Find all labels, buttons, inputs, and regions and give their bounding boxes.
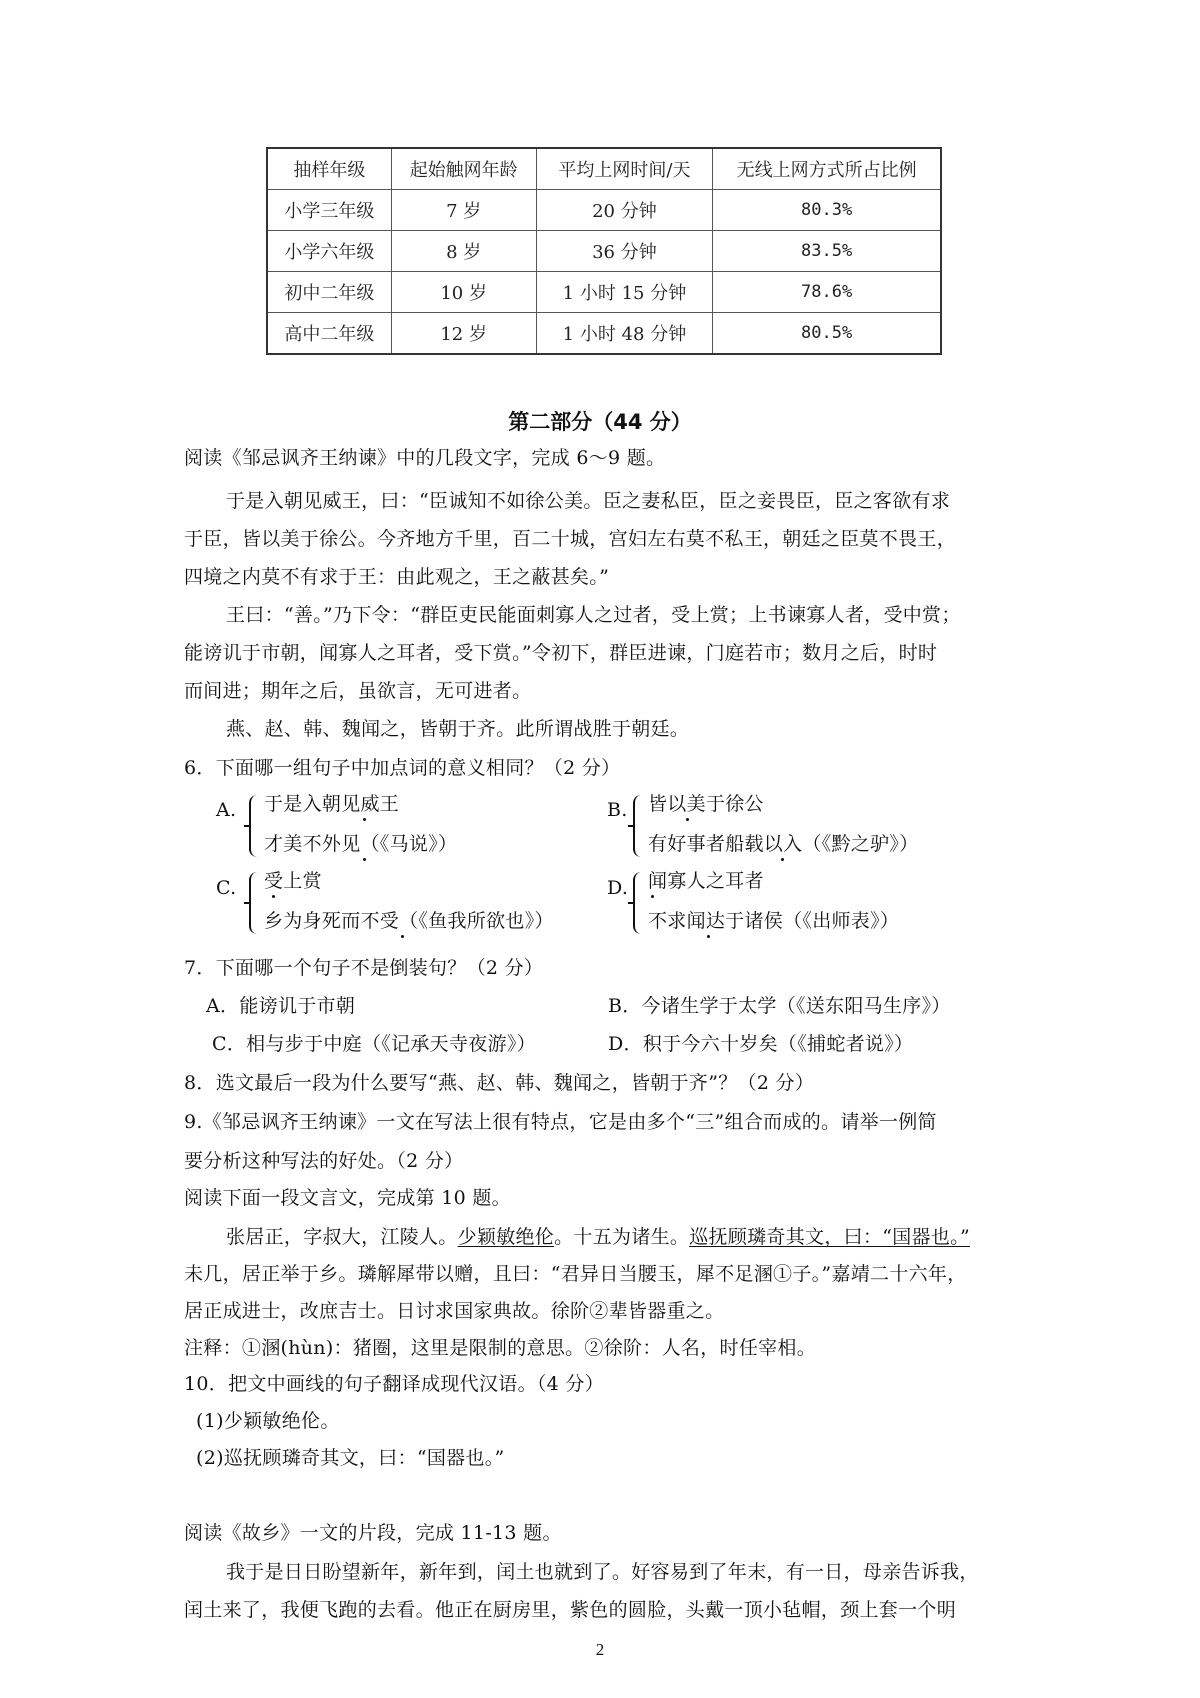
header-cell: 无线上网方式所占比例: [713, 148, 941, 190]
q6-option-line: 乡为身死而不受（《鱼我所欲也》）: [264, 910, 554, 932]
q6-option-label: D.: [607, 877, 629, 899]
table-cell: 高中二年级: [267, 313, 391, 355]
q6-option-line: 不求闻达于诸侯（《出师表》）: [648, 910, 900, 932]
table-cell: 83.5%: [713, 231, 941, 272]
q6-option-line: 于是入朝见威王: [264, 793, 400, 815]
passage-line: 于是入朝见威王，曰：“臣诚知不如徐公美。臣之妻私臣，臣之妾畏臣，臣之客欲有求: [226, 490, 951, 512]
q6-option-line: 受上赏: [264, 870, 322, 892]
table-row: [267, 231, 941, 272]
q7-option: D．积于今六十岁矣（《捕蛇者说》）: [608, 1033, 914, 1055]
table-cell: 7 岁: [391, 190, 536, 231]
question-8: 8．选文最后一段为什么要写“燕、赵、韩、魏闻之，皆朝于齐”？（2 分）: [184, 1072, 815, 1094]
q6-option-label: A.: [216, 799, 237, 821]
question-7-stem: 7．下面哪一个句子不是倒装句？（2 分）: [184, 957, 544, 979]
table-cell: 小学六年级: [267, 231, 391, 272]
table-cell: 80.3%: [713, 190, 941, 231]
underlined-sentence: 少颖敏绝伦: [457, 1226, 555, 1248]
q6-option-label: B.: [607, 799, 628, 821]
table-cell: 80.5%: [713, 313, 941, 355]
brace: [633, 872, 643, 934]
brace: [249, 872, 259, 934]
q7-option: C．相与步于中庭（《记承天寺夜游》）: [212, 1033, 536, 1055]
table-cell: 初中二年级: [267, 272, 391, 313]
page-number: 2: [595, 1640, 605, 1659]
header-cell: 抽样年级: [267, 148, 391, 190]
passage-line: 于臣，皆以美于徐公。今齐地方千里，百二十城，宫妇左右莫不私王，朝廷之臣莫不畏王，: [184, 528, 957, 550]
emphasis-dot: [363, 858, 366, 861]
table-cell: 12 岁: [391, 313, 536, 355]
table-row: [267, 313, 941, 355]
header-cell: 平均上网时间/天: [536, 148, 713, 190]
table-cell: 1 小时 15 分钟: [536, 272, 713, 313]
table-cell: 8 岁: [391, 231, 536, 272]
table-cell: 1 小时 48 分钟: [536, 313, 713, 355]
passage-text: 。十五为诸生。: [554, 1226, 690, 1248]
q6-option-line: 有好事者船载以入（《黔之驴》）: [648, 833, 919, 855]
question-9: 9.《邹忌讽齐王纳谏》一文在写法上很有特点，它是由多个“三”组合而成的。请举一例简: [184, 1111, 937, 1133]
passage-line: 我于是日日盼望新年，新年到，闰土也就到了。好容易到了年末，有一日，母亲告诉我，: [226, 1561, 979, 1583]
q10-sentence: (2)巡抚顾璘奇其文，曰：“国器也。”: [196, 1447, 505, 1469]
passage-line: 能谤讥于市朝，闻寡人之耳者，受下赏。”令初下，群臣进谏，门庭若市；数月之后，时时: [184, 642, 938, 664]
note: 注释：①溷(hùn)：猪圈，这里是限制的意思。②徐阶：人名，时任宰相。: [184, 1337, 817, 1359]
intro-text: 阅读《邹忌讽齐王纳谏》中的几段文字，完成 6～9 题。: [184, 447, 666, 469]
brace: [633, 795, 643, 857]
table-row: [267, 272, 941, 313]
emphasis-dot: [707, 935, 710, 938]
brace-tip: [244, 902, 250, 904]
emphasis-dot: [272, 895, 275, 898]
q10-sentence: (1)少颖敏绝伦。: [196, 1410, 340, 1432]
passage-line: 未几，居正举于乡。璘解犀带以赠，且曰：“君异日当腰玉，犀不足溷①子。”嘉靖二十六年，: [184, 1263, 967, 1285]
underlined-sentence: 巡抚顾璘奇其文，曰：“国器也。”: [689, 1226, 970, 1248]
table-row: [267, 190, 941, 231]
brace-tip: [628, 825, 634, 827]
table-cell: 20 分钟: [536, 190, 713, 231]
passage-text: 张居正，字叔大，江陵人。: [226, 1226, 458, 1248]
table-cell: 小学三年级: [267, 190, 391, 231]
emphasis-dot: [363, 818, 366, 821]
question-10-stem: 10．把文中画线的句子翻译成现代汉语。（4 分）: [184, 1373, 605, 1395]
q7-option: A．能谤讥于市朝: [206, 995, 356, 1017]
brace-tip: [244, 825, 250, 827]
emphasis-dot: [781, 858, 784, 861]
table-cell: 78.6%: [713, 272, 941, 313]
q6-option-line: 才美不外见（《马说》）: [264, 833, 458, 855]
passage-line: 王曰：“善。”乃下令：“群臣吏民能面刺寡人之过者，受上赏；上书谏寡人者，受中赏；: [226, 604, 961, 626]
survey-table: [266, 147, 942, 355]
passage-line: [226, 1225, 970, 1249]
q6-option-label: C.: [216, 877, 237, 899]
emphasis-dot: [686, 818, 689, 821]
section-title: 第二部分（44 分）: [508, 410, 692, 434]
q6-option-line: 皆以美于徐公: [648, 793, 764, 815]
passage-line: 而间进；期年之后，虽欲言，无可进者。: [184, 680, 532, 702]
question-9-cont: 要分析这种写法的好处。（2 分）: [184, 1150, 464, 1172]
passage-line: 四境之内莫不有求于王：由此观之，王之蔽甚矣。”: [184, 566, 610, 588]
brace: [249, 795, 259, 857]
passage-line: 燕、赵、韩、魏闻之，皆朝于齐。此所谓战胜于朝廷。: [226, 718, 690, 740]
emphasis-dot: [401, 935, 404, 938]
question-6-stem: 6．下面哪一组句子中加点词的意义相同？（2 分）: [184, 757, 621, 779]
table-header-row: [267, 148, 941, 190]
table-cell: 10 岁: [391, 272, 536, 313]
q6-option-line: 闻寡人之耳者: [648, 870, 764, 892]
header-cell: 起始触网年龄: [391, 148, 536, 190]
intro-text: 阅读下面一段文言文，完成第 10 题。: [184, 1187, 511, 1209]
passage-line: 闰土来了，我便飞跑的去看。他正在厨房里，紫色的圆脸，头戴一顶小毡帽，颈上套一个明: [184, 1599, 957, 1621]
table-cell: 36 分钟: [536, 231, 713, 272]
emphasis-dot: [651, 895, 654, 898]
brace-tip: [628, 902, 634, 904]
passage-line: 居正成进士，改庶吉士。日讨求国家典故。徐阶②辈皆器重之。: [184, 1300, 725, 1322]
intro-text: 阅读《故乡》一文的片段，完成 11-13 题。: [184, 1522, 562, 1544]
q7-option: B．今诸生学于太学（《送东阳马生序》）: [608, 995, 951, 1017]
